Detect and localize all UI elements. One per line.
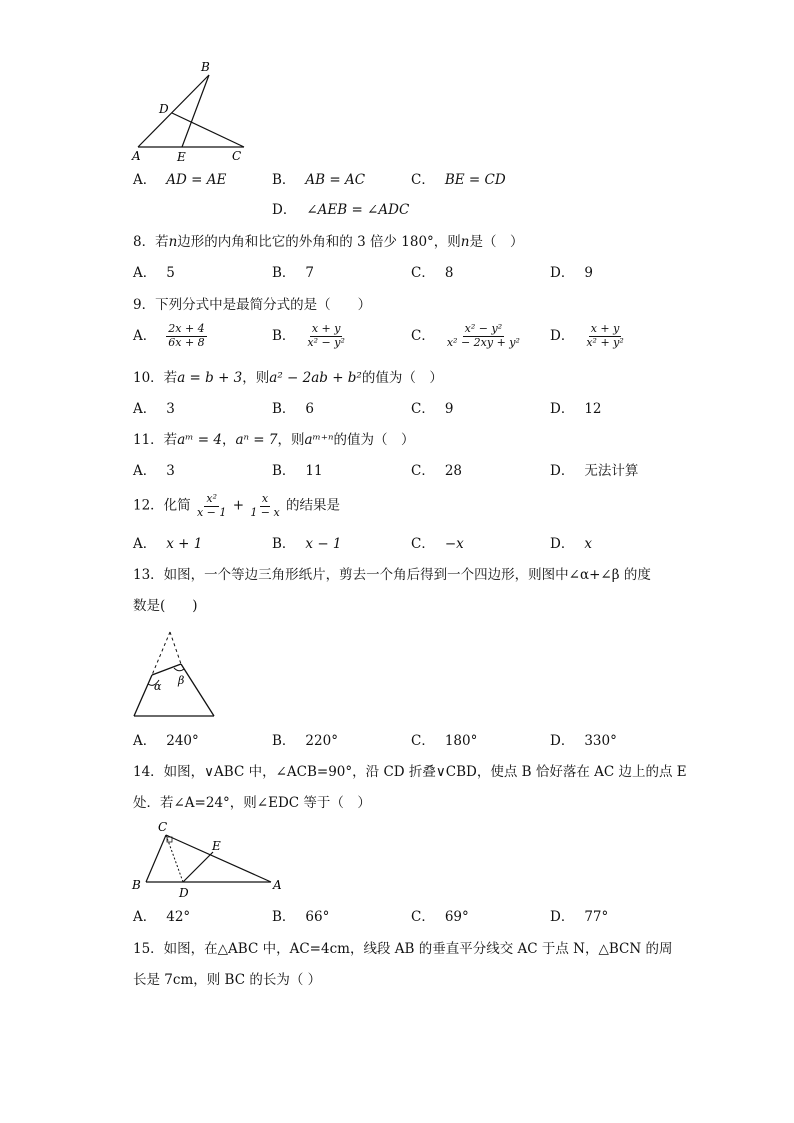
q13-option-d: D． 330°	[550, 733, 617, 749]
q10-option-c: C． 9	[411, 401, 454, 417]
label-B: B	[132, 878, 141, 892]
q9-option-b: B． $\frac{x + y}{\text{x² − y²}}$	[272, 322, 345, 349]
q8-option-c: C． 8	[411, 265, 454, 281]
q12-option-a: A． x + 1	[133, 536, 203, 552]
label-B: B	[201, 60, 210, 74]
q7-option-b: B． AB = AC	[272, 172, 366, 188]
q13-option-a: A． 240°	[133, 733, 199, 749]
q11-stem: 11．若aᵐ = 4，aⁿ = 7，则aᵐ⁺ⁿ的值为（ ）	[133, 432, 415, 448]
q7-option-c: C． BE = CD	[411, 172, 506, 188]
q14-option-c: C． 69°	[411, 909, 469, 925]
q13-stem-line1: 13．如图，一个等边三角形纸片，剪去一个角后得到一个四边形，则图中∠α+∠β 的度	[133, 567, 651, 583]
q10-option-b: B． 6	[272, 401, 315, 417]
q9-option-a: A． $\frac{2x + 4}{6x + 8}$	[133, 322, 205, 349]
q14-option-d: D． 77°	[550, 909, 609, 925]
label-A: A	[273, 878, 282, 892]
q15-stem-line1: 15．如图，在△ABC 中，AC=4cm，线段 AB 的垂直平分线交 AC 于点 N，△BCN 的周	[133, 941, 673, 957]
q10-option-a: A． 3	[133, 401, 175, 417]
q11-option-a: A． 3	[133, 463, 175, 479]
figure-q14	[128, 819, 288, 899]
label-D: D	[159, 102, 169, 116]
label-D: D	[179, 886, 189, 899]
figure-q13	[128, 626, 223, 720]
q8-stem: 8．若n边形的内角和比它的外角和的 3 倍少 180°，则n是（ ）	[133, 234, 524, 250]
q14-stem-line1: 14．如图，∨ABC 中，∠ACB=90°，沿 CD 折叠∨CBD，使点 B 恰好落在 AC 边上的点 E	[133, 764, 687, 780]
q9-stem: 9．下列分式中是最简分式的是（ ）	[133, 297, 372, 313]
q12-stem: 12．化简 $\frac{\text{x²}}{x - 1}$ + $\frac{x}{1 - x}$ 的结果是	[133, 492, 341, 519]
q11-option-c: C． 28	[411, 463, 463, 479]
q14-option-a: A． 42°	[133, 909, 191, 925]
q10-option-d: D． 12	[550, 401, 602, 417]
label-alpha: α	[154, 680, 162, 693]
q11-option-b: B． 11	[272, 463, 323, 479]
q14-stem-line2: 处．若∠A=24°，则∠EDC 等于（ ）	[133, 795, 371, 811]
label-E: E	[212, 839, 221, 853]
q9-option-d: D． $\frac{x + y}{\text{x² + y²}}$	[550, 322, 624, 349]
q8-option-b: B． 7	[272, 265, 315, 281]
q13-option-b: B． 220°	[272, 733, 338, 749]
q13-option-c: C． 180°	[411, 733, 478, 749]
q7-option-d: D． ∠AEB = ∠ADC	[272, 202, 410, 218]
q8-option-d: D． 9	[550, 265, 593, 281]
q9-option-c: C． $\frac{\text{x² − y²}}{\text{x² − 2xy + y²}}$	[411, 322, 520, 349]
q15-stem-line2: 长是 7cm，则 BC 的长为（ ）	[133, 972, 322, 988]
figure-q7	[128, 58, 258, 166]
q8-option-a: A． 5	[133, 265, 175, 281]
q14-option-b: B． 66°	[272, 909, 330, 925]
q12-option-d: D． x	[550, 536, 592, 552]
q11-option-d: D． 无法计算	[550, 463, 639, 479]
q12-option-c: C． −x	[411, 536, 464, 552]
q13-stem-line2: 数是( )	[133, 598, 198, 614]
label-E: E	[177, 150, 186, 164]
q10-stem: 10．若a = b + 3，则a² − 2ab + b²的值为（ ）	[133, 370, 443, 386]
q12-option-b: B． x − 1	[272, 536, 342, 552]
q7-option-a: A． AD = AE	[133, 172, 227, 188]
label-C: C	[158, 820, 168, 834]
label-A: A	[132, 149, 141, 163]
label-C: C	[232, 149, 242, 163]
label-beta: β	[178, 674, 185, 687]
